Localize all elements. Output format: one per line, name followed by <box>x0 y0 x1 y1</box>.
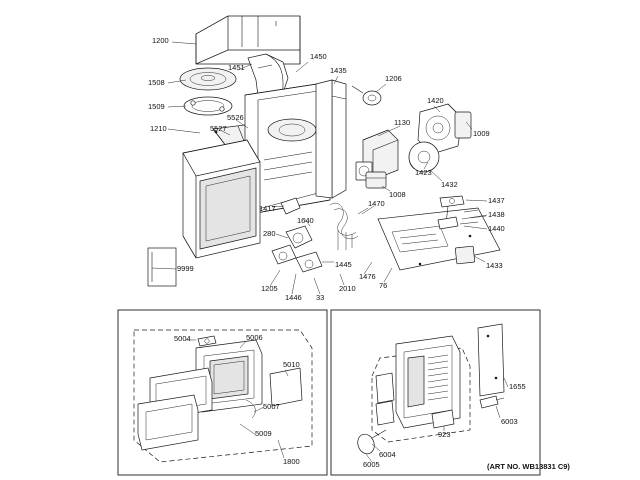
callout-5010: 5010 <box>283 360 300 369</box>
callout-1417: 1417 <box>259 204 276 213</box>
capacitor <box>366 172 386 188</box>
callout-1423: 1423 <box>415 168 432 177</box>
literature-pack <box>148 248 176 286</box>
callout-1440: 1440 <box>488 224 505 233</box>
inner-door-panel <box>316 80 346 198</box>
callout-1446: 1446 <box>285 293 302 302</box>
callout-5004: 5004 <box>174 334 191 343</box>
callout-280: 280 <box>263 229 276 238</box>
callout-5526: 5526 <box>227 113 244 122</box>
callout-1009: 1009 <box>473 129 490 138</box>
callout-9999: 9999 <box>177 264 194 273</box>
callout-2010: 2010 <box>339 284 356 293</box>
callout-1435: 1435 <box>330 66 347 75</box>
callout-1509: 1509 <box>148 102 165 111</box>
waveguide-fastener <box>352 86 381 105</box>
callout-1438: 1438 <box>488 210 505 219</box>
callout-1508: 1508 <box>148 78 165 87</box>
base-chassis <box>378 208 500 270</box>
callout-1206: 1206 <box>385 74 402 83</box>
callout-1445: 1445 <box>335 260 352 269</box>
wire-harness <box>330 203 368 250</box>
callout-1433: 1433 <box>486 261 503 270</box>
callout-6004: 6004 <box>379 450 396 459</box>
callout-1008: 1008 <box>389 190 406 199</box>
callout-1200: 1200 <box>152 36 169 45</box>
callout-76: 76 <box>379 281 388 290</box>
callout-5527: 5527 <box>210 124 227 133</box>
callout-1640: 1640 <box>297 216 314 225</box>
callout-923: 923 <box>438 430 451 439</box>
callout-1130: 1130 <box>394 118 411 127</box>
callout-33: 33 <box>316 293 325 302</box>
callout-1437: 1437 <box>488 196 505 205</box>
callout-1420: 1420 <box>427 96 444 105</box>
art-number: (ART NO. WB13831 C9) <box>487 462 570 471</box>
callout-1470: 1470 <box>368 199 385 208</box>
control-panel-group <box>355 324 508 462</box>
cabinet-wrap <box>196 16 300 64</box>
callout-1450: 1450 <box>310 52 327 61</box>
door-panel-group <box>134 330 312 462</box>
callout-6003: 6003 <box>501 417 518 426</box>
callout-1476: 1476 <box>359 272 376 281</box>
callout-1205: 1205 <box>261 284 278 293</box>
callout-1451: 1451 <box>228 63 245 72</box>
callout-5006: 5006 <box>246 333 263 342</box>
callout-1655: 1655 <box>509 382 526 391</box>
callout-5009: 5009 <box>255 429 272 438</box>
callout-6005: 6005 <box>363 460 380 469</box>
roller-ring <box>184 97 232 115</box>
oven-door-front <box>183 140 260 258</box>
callout-5007: 5007 <box>263 402 280 411</box>
callout-1432: 1432 <box>441 180 458 189</box>
callout-1210: 1210 <box>150 124 167 133</box>
callout-1800: 1800 <box>283 457 300 466</box>
